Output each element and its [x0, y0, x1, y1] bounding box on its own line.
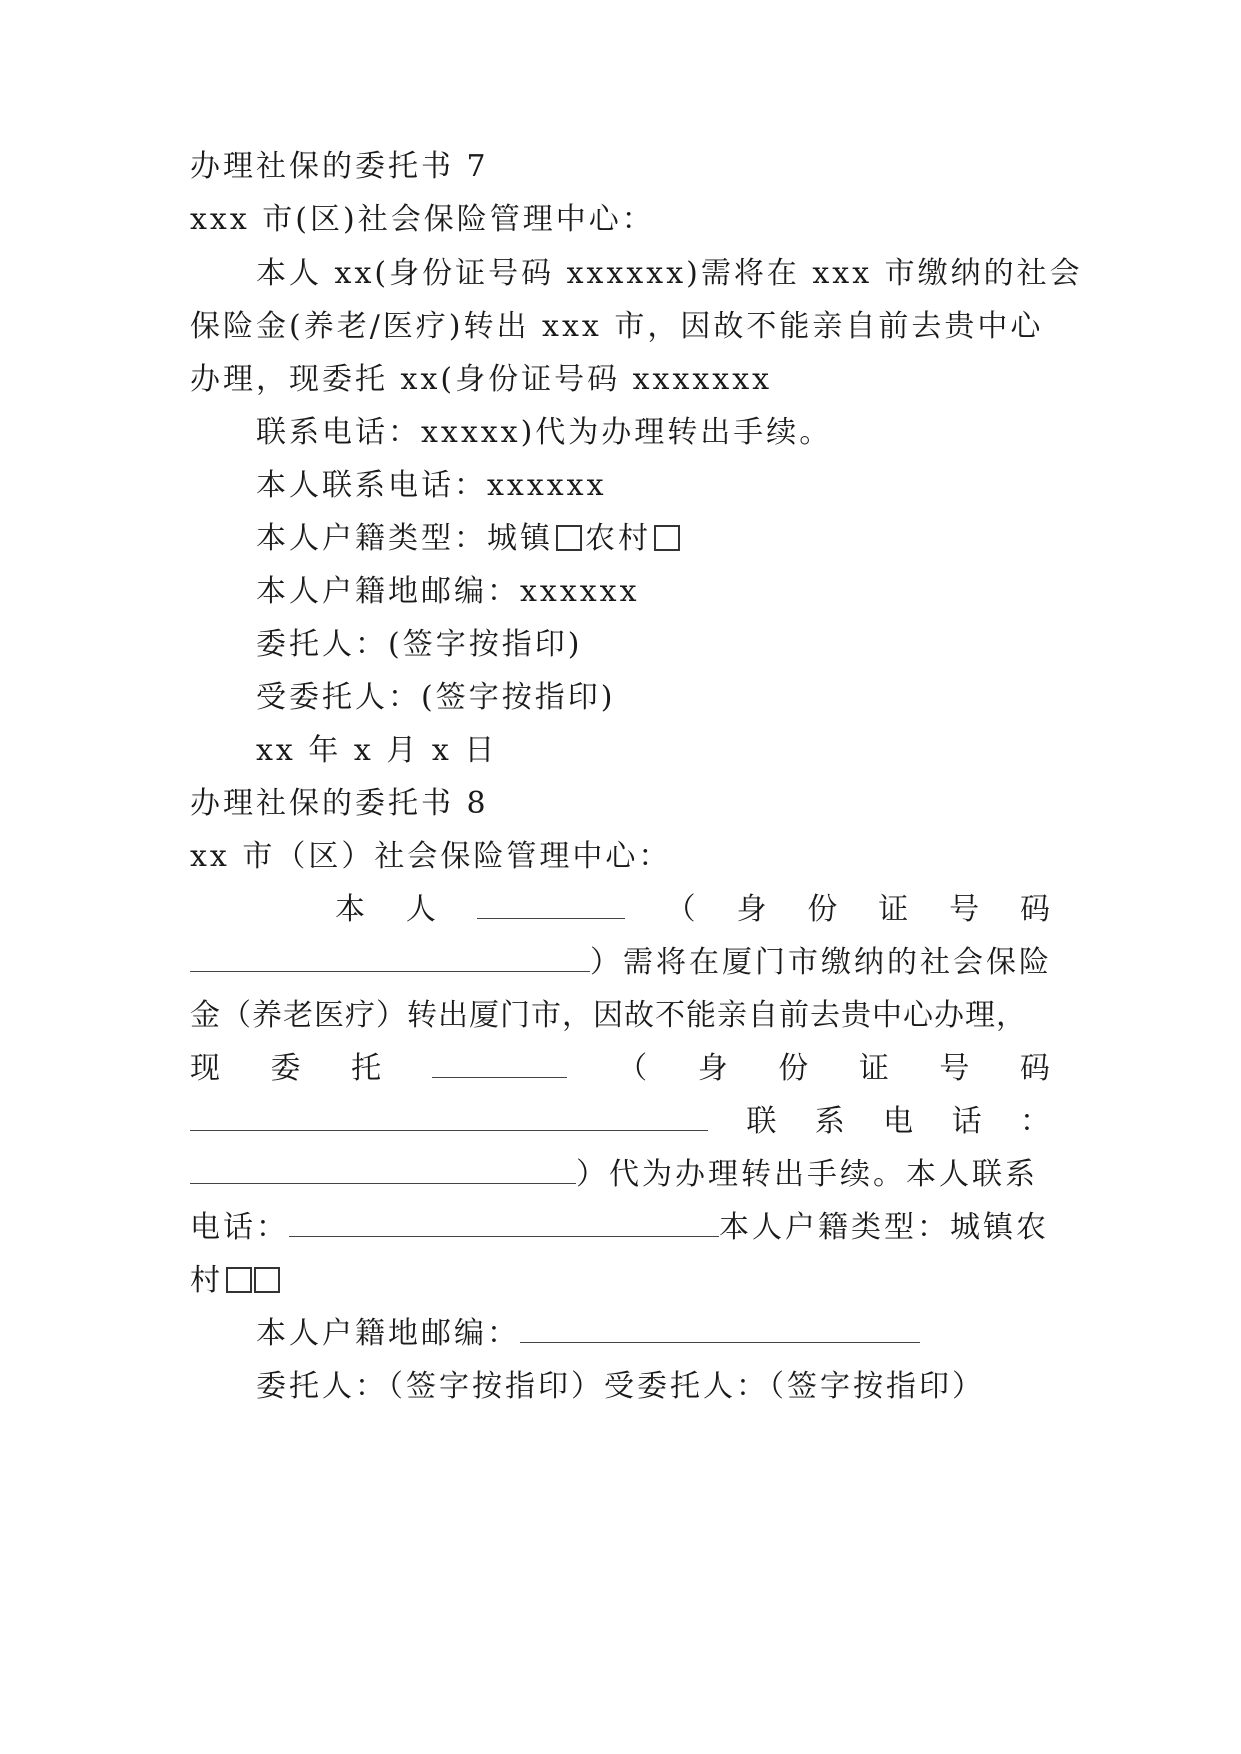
doc7-principal-signature: 委托人：(签字按指印) [256, 627, 583, 662]
word: 码 [1020, 892, 1050, 927]
word: 联 [746, 1104, 777, 1139]
doc7-paragraph-line-1: 本人 xx(身份证号码 xxxxxx)需将在 xxx 市缴纳的社会 [256, 256, 1083, 291]
checkbox-1[interactable] [226, 1267, 252, 1293]
doc8-line-8 [190, 1261, 1050, 1301]
word: ： [1019, 1104, 1050, 1139]
word: 本 [335, 892, 365, 927]
word: 身 [736, 892, 767, 927]
postcode-blank[interactable] [520, 1316, 920, 1343]
word: 电 [883, 1104, 914, 1139]
doc7-paragraph-line-3: 办理，现委托 xx(身份证号码 xxxxxxx [190, 362, 773, 397]
doc8-line-2-text: ）需将在厦门市缴纳的社会保险 [590, 945, 1052, 980]
doc8-signatures: 委托人：（签字按指印）受委托人：（签字按指印） [256, 1369, 985, 1404]
word: 委 [270, 1051, 301, 1086]
doc8-line-7 [190, 1208, 1050, 1248]
word: 身 [697, 1051, 728, 1086]
doc8-line-5 [190, 1102, 1050, 1142]
doc8-postcode-line [256, 1314, 1050, 1354]
rural-label: 农村 [585, 521, 651, 556]
urban-label: 城镇 [487, 521, 553, 556]
principal-id-blank[interactable] [190, 945, 590, 972]
doc7-postcode: 本人户籍地邮编：xxxxxx [256, 574, 640, 609]
doc7-paragraph-line-2: 保险金(养老/医疗)转出 xxx 市，因故不能亲自前去贵中心 [190, 309, 1044, 344]
rural-checkbox[interactable] [654, 525, 680, 551]
word: （ [665, 892, 696, 927]
word: 托 [351, 1051, 382, 1086]
agent-name-blank[interactable] [432, 1051, 567, 1078]
household-type-label: 本人户籍类型： [256, 521, 487, 556]
word: 话 [951, 1104, 982, 1139]
word: 号 [939, 1051, 970, 1086]
doc8-line-1 [335, 890, 1050, 930]
word: 份 [807, 892, 838, 927]
doc7-addressee: xxx 市(区)社会保险管理中心： [190, 202, 655, 237]
doc8-line-3: 金（养老医疗）转出厦门市，因故不能亲自前去贵中心办理， [190, 998, 1027, 1033]
doc7-household-type [256, 519, 1050, 559]
phone-label: 电话： [190, 1210, 289, 1245]
rural-label: 村 [190, 1263, 223, 1298]
doc8-line-4 [190, 1049, 1050, 1089]
doc8-line-7-suffix: 本人户籍类型：城镇农 [719, 1210, 1049, 1245]
doc7-contact-line: 联系电话：xxxxx)代为办理转出手续。 [256, 415, 833, 450]
word: 份 [778, 1051, 809, 1086]
doc7-date: xx 年 x 月 x 日 [256, 733, 498, 768]
doc8-line-6 [190, 1155, 1050, 1195]
postcode-label: 本人户籍地邮编： [256, 1316, 520, 1351]
word: 证 [858, 1051, 889, 1086]
urban-checkbox[interactable] [556, 525, 582, 551]
word: （ [617, 1051, 648, 1086]
doc8-line-6-text: ）代为办理转出手续。本人联系 [576, 1157, 1038, 1192]
principal-phone-blank[interactable] [289, 1210, 719, 1237]
doc8-line-2 [190, 943, 1050, 983]
word: 人 [405, 892, 436, 927]
doc8-title: 办理社保的委托书 8 [190, 786, 489, 821]
doc7-agent-signature: 受委托人：(签字按指印) [256, 680, 616, 715]
word: 号 [949, 892, 980, 927]
checkbox-2[interactable] [254, 1267, 280, 1293]
principal-name-blank[interactable] [477, 892, 625, 919]
agent-id-blank[interactable] [190, 1104, 708, 1131]
doc7-title: 办理社保的委托书 7 [190, 149, 489, 184]
word: 系 [814, 1104, 845, 1139]
agent-phone-blank[interactable] [190, 1157, 576, 1184]
doc8-addressee: xx 市（区）社会保险管理中心： [190, 839, 672, 874]
word: 证 [878, 892, 909, 927]
word: 现 [190, 1051, 220, 1086]
doc7-phone: 本人联系电话：xxxxxx [256, 468, 607, 503]
word: 码 [1019, 1051, 1050, 1086]
